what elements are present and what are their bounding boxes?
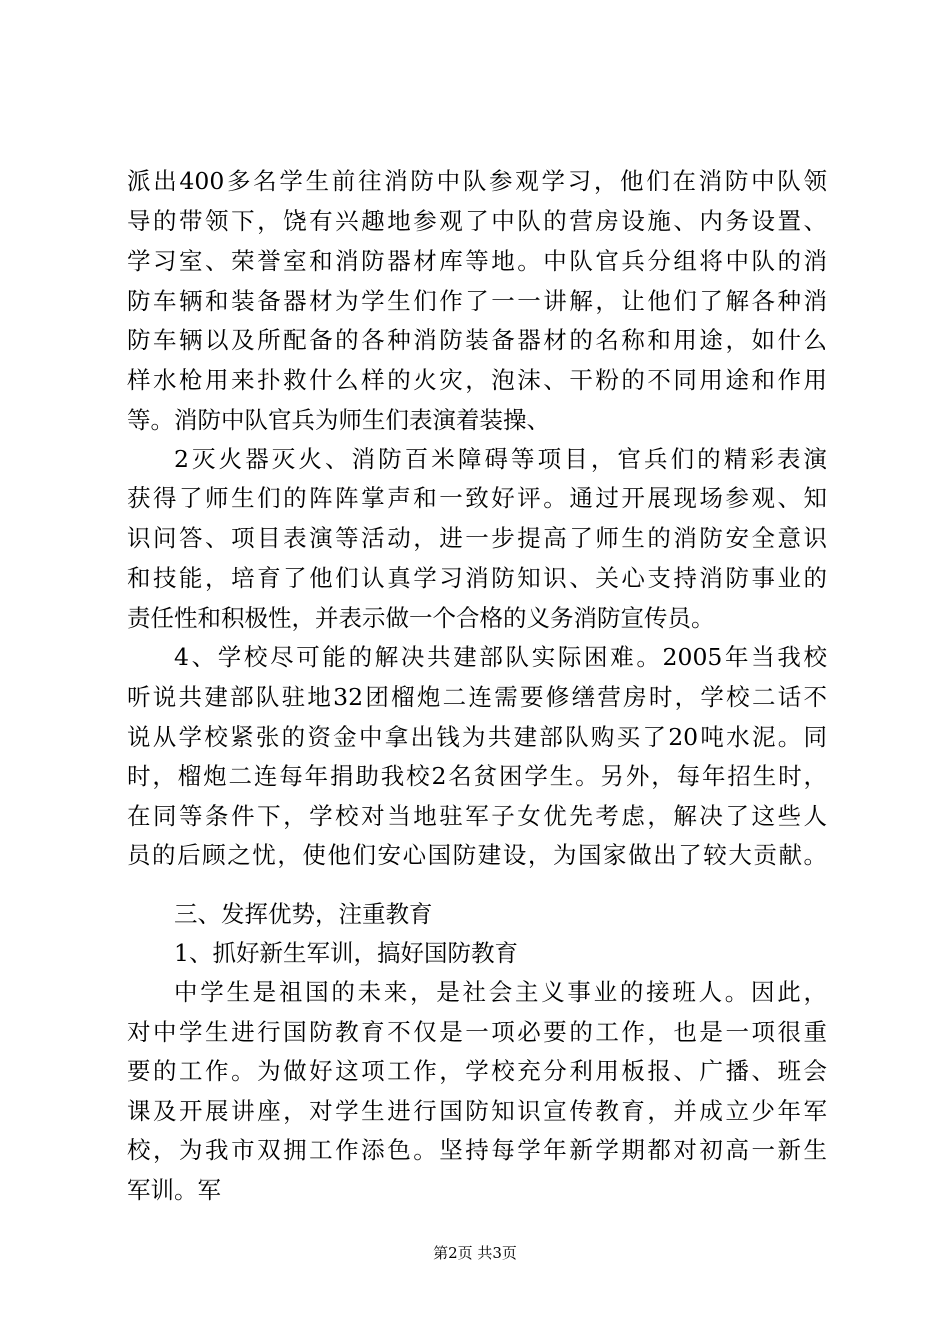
body-line: 防车辆以及所配备的各种消防装备器材的名称和用途，如什么 [127, 326, 827, 354]
body-line: 派出400多名学生前往消防中队参观学习，他们在消防中队领 [127, 167, 827, 195]
body-line: 要的工作。为做好这项工作，学校充分利用板报、广播、班会 [127, 1057, 827, 1085]
page-footer: 第2页 共3页 [433, 1244, 517, 1262]
body-line: 时，榴炮二连每年捐助我校2名贫困学生。另外，每年招生时， [127, 762, 827, 790]
body-line: 对中学生进行国防教育不仅是一项必要的工作，也是一项很重 [127, 1018, 827, 1046]
body-line: 防车辆和装备器材为学生们作了一一讲解，让他们了解各种消 [127, 287, 827, 315]
body-line: 校，为我市双拥工作添色。坚持每学年新学期都对初高一新生 [127, 1136, 827, 1164]
body-line: 样水枪用来扑救什么样的火灾，泡沫、干粉的不同用途和作用 [127, 366, 827, 394]
body-line: 员的后顾之忧，使他们安心国防建设，为国家做出了较大贡献。 [127, 841, 827, 869]
body-line: 识问答、项目表演等活动，进一步提高了师生的消防安全意识 [127, 524, 827, 552]
body-line: 听说共建部队驻地32团榴炮二连需要修缮营房时，学校二话不 [127, 683, 827, 711]
section-heading: 三、发挥优势，注重教育 [174, 900, 433, 928]
body-line: 说从学校紧张的资金中拿出钱为共建部队购买了20吨水泥。同 [127, 723, 827, 751]
body-line: 2灭火器灭火、消防百米障碍等项目，官兵们的精彩表演 [174, 445, 827, 473]
body-line: 和技能，培育了他们认真学习消防知识、关心支持消防事业的 [127, 564, 827, 592]
subsection-heading: 1、抓好新生军训，搞好国防教育 [174, 939, 518, 967]
body-line: 中学生是祖国的未来，是社会主义事业的接班人。因此， [174, 978, 827, 1006]
body-line: 4、学校尽可能的解决共建部队实际困难。2005年当我校 [174, 643, 827, 671]
body-line: 等。消防中队官兵为师生们表演着装操、 [127, 406, 550, 434]
body-line: 课及开展讲座，对学生进行国防知识宣传教育，并成立少年军 [127, 1097, 827, 1125]
body-line: 获得了师生们的阵阵掌声和一致好评。通过开展现场参观、知 [127, 484, 827, 512]
body-line: 导的带领下，饶有兴趣地参观了中队的营房设施、内务设置、 [127, 207, 827, 235]
body-line: 学习室、荣誉室和消防器材库等地。中队官兵分组将中队的消 [127, 247, 827, 275]
body-line: 在同等条件下，学校对当地驻军子女优先考虑，解决了这些人 [127, 802, 827, 830]
body-line: 军训。军 [127, 1176, 221, 1204]
body-line: 责任性和积极性，并表示做一个合格的义务消防宣传员。 [127, 604, 715, 632]
